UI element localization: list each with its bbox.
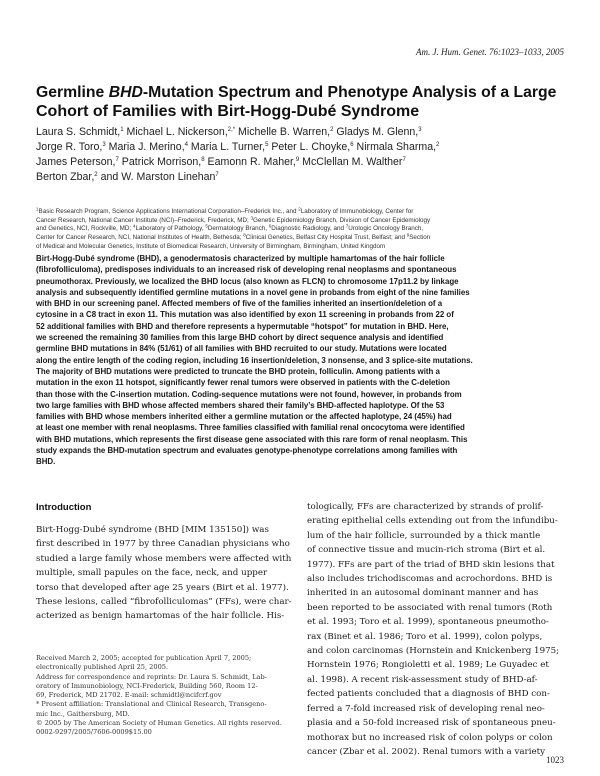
affiliation-marker: 3: [250, 215, 254, 221]
body-text-line: of connective tissue and mucin-rich stroma (Birt et al.: [307, 545, 546, 556]
abstract-line: pneumothorax. Previously, we localized the BHD locus (also known as FLCN) to chromosome 17p11.2 by linkage: [36, 276, 459, 286]
abstract-line: along the entire length of the coding region, including 16 insertion/deletion, 3 nonsense, and 3 splice-site mutations.: [36, 355, 473, 365]
intro-right-column: [307, 500, 565, 759]
author-name: Berton Zbar,: [36, 171, 95, 183]
body-text-line: These lesions, called “fibrofolliculomas” (FFs), were char-: [36, 597, 292, 608]
footnote-line: 0002-9297/2005/7606-0009$15.00: [36, 728, 152, 737]
abstract-line: analysis and subsequently identified germline mutations in a novel gene in probands from eight of the nine families: [36, 287, 470, 297]
body-text-line: first described in 1977 by three Canadian physicians who: [36, 539, 290, 550]
body-text-line: al. 1998). A recent risk-assessment study of BHD-af-: [307, 674, 538, 685]
affiliation-line: [36, 225, 564, 234]
footnotes: [36, 654, 294, 738]
abstract-line: The majority of BHD mutations were predicted to truncate the BHD protein, folliculin. Among patients with a: [36, 366, 440, 376]
affiliation-line: [36, 243, 564, 252]
intro-left-column: [36, 523, 294, 624]
body-text-line: been reported to be associated with renal tumors (Roth: [307, 602, 553, 613]
affiliation-text: Center for Cancer Research, NCI, National Institutes of Health, Bethesda;: [36, 234, 244, 242]
affiliation-text: Diagnostic Radiology, and: [271, 225, 346, 233]
author-name: Maria L. Turner,: [187, 141, 266, 153]
abstract: [36, 253, 564, 468]
affiliation-marker: 1: [36, 206, 39, 212]
title-line-1: Germline BHD-Mutation Spectrum and Phenotype Analysis of a Large: [36, 84, 557, 101]
author-name: Laura S. Schmidt,: [36, 126, 121, 138]
body-text-line: Birt-Hogg-Dubé syndrome (BHD [MIM 135150]) was: [36, 525, 269, 535]
affiliation-marker: 3: [102, 142, 106, 148]
affiliation-marker: 2: [330, 127, 334, 133]
affiliation-marker: 7: [345, 223, 349, 229]
abstract-line: cytosine in a C8 tract in exon 11. This mutation was also identified by exon 11 screening in probands from 22 of: [36, 310, 454, 320]
affiliation-marker: 8: [243, 232, 246, 238]
author-name: Michelle B. Warren,: [235, 126, 331, 138]
abstract-line: mutation in the exon 11 hotspot, significantly fewer renal tumors were observed in patients with the C-deletion: [36, 378, 450, 388]
affiliation-marker: 2: [94, 172, 98, 178]
body-text-line: ferred a 7-fold increased risk of developing renal neo-: [307, 703, 545, 714]
footnote-line: * Present affiliation: Translational and Clinical Research, Transgeno-: [36, 700, 267, 709]
body-text-line: torso that developed after age 25 years (Birt et al. 1977).: [36, 582, 289, 593]
author-list: [36, 125, 556, 185]
body-text-line: studied a large family whose members were affected with: [36, 553, 292, 564]
affiliation-marker: 9: [406, 232, 410, 238]
affiliation-marker: 2: [298, 206, 301, 212]
body-text-line: Hornstein 1976; Rongioletti et al. 1989; Le Guyadec et: [307, 660, 549, 671]
author-name: Jorge R. Toro,: [36, 141, 103, 153]
affiliation-marker: 5: [205, 223, 208, 229]
body-text-line: multiple, small papules on the face, neck, and upper: [36, 568, 268, 579]
affiliation-marker: 9: [295, 157, 300, 163]
footnote-line: electronically published April 25, 2005.: [36, 663, 169, 672]
author-name: Gladys M. Glenn,: [333, 126, 419, 138]
author-name: and W. Marston Linehan: [97, 171, 216, 183]
affiliation-marker: 6: [268, 223, 272, 229]
affiliation-marker: 6: [350, 142, 354, 148]
abstract-line: than those with the C-insertion mutation. Coding-sequence mutations were not found, however, in probands from: [36, 389, 462, 399]
affiliation-marker: 3: [418, 127, 422, 133]
affiliation-text: Laboratory of Immunobiology, Center for: [300, 208, 414, 215]
affiliation-marker: 1: [120, 127, 124, 133]
body-text-line: inherited in an autosomal dominant manner and has: [307, 588, 539, 599]
abstract-line: germline BHD mutations in 84% (51/61) of all families with BHD recruited to our study. Mutations were located: [36, 344, 447, 354]
affiliation-marker: 8: [201, 157, 205, 163]
body-text-line: mothorax but no increased risk of colon polyps or colon: [307, 732, 553, 743]
footnote-line: Address for correspondence and reprints: Dr. Laura S. Schmidt, Lab-: [36, 672, 267, 681]
affiliation-text: Cancer Research, National Cancer Institute (NCI)–Frederick, Frederick, MD;: [36, 216, 251, 224]
affiliations: [36, 208, 564, 252]
body-text-line: 1977). FFs are part of the triad of BHD skin lesions that: [307, 559, 555, 570]
affiliation-marker: 5: [265, 142, 269, 148]
title-line-2: Cohort of Families with Birt-Hogg-Dubé Syndrome: [36, 103, 420, 120]
affiliation-text: Section: [409, 234, 431, 242]
abstract-line: we screened the remaining 30 families from this large BHD cohort by direct sequence analysis and identified: [36, 333, 444, 343]
body-text-line: also includes trichodiscomas and acrochordons. BHD is: [307, 574, 553, 585]
affiliation-marker: 2: [436, 142, 440, 148]
abstract-line: with BHD in our screening panel. Affected members of five of the families inherited an insertion/deletion of a: [36, 299, 443, 309]
author-line: [36, 155, 556, 170]
affiliation-line: [36, 208, 564, 217]
author-name: Nirmala Sharma,: [353, 141, 437, 153]
page-number: 1023: [546, 755, 564, 765]
article-title: [36, 83, 556, 121]
abstract-line: 52 additional families with BHD and therefore represents a hypermutable “hotspot” for mutation in BHD. Here,: [36, 321, 449, 331]
abstract-line: with BHD mutations, which represents the first disease gene associated with this rare form of renal neoplasm. This: [36, 434, 468, 444]
footnote-line: 69, Frederick, MD 21702. E-mail: schmidtl@ncifcrf.gov: [36, 691, 222, 700]
author-name: Patrick Morrison,: [118, 156, 202, 168]
affiliation-text: of Medical and Molecular Genetics, Institute of Biomedical Research, University of Birmingham, Birmingham, United Kingdom: [36, 242, 386, 250]
affiliation-text: and Genetics, NCI, Rockville, MD;: [36, 225, 133, 233]
body-text-line: cancer (Zbar et al. 2002). Renal tumors with a variety: [307, 746, 546, 757]
affiliation-line: [36, 234, 564, 243]
body-text-line: rax (Binet et al. 1986; Toro et al. 1999), colon polyps,: [307, 631, 543, 642]
abstract-line: two large families with BHD whose affected members shared their family’s BHD-affected haplotype. Of the 53: [36, 400, 445, 410]
journal-reference: Am. J. Hum. Genet. 76:1023–1033, 2005: [416, 47, 564, 57]
abstract-line: study expands the BHD-mutation spectrum and evaluates genotype-phenotype correlations among families with: [36, 446, 458, 456]
body-text-line: and colon carcinomas (Hornstein and Knickenberg 1975;: [307, 646, 560, 657]
affiliation-marker: 7: [115, 157, 119, 163]
author-name: Eamonn R. Maher,: [204, 156, 296, 168]
abstract-line: families with BHD whose members inherited either a germline mutation or the affected haplotype, 24 (45%) had: [36, 412, 452, 422]
footnote-line: mic Inc., Gaithersburg, MD.: [36, 709, 130, 718]
abstract-line: at least one member with renal neoplasms. Three families classified with familial renal oncocytoma were identified: [36, 423, 465, 433]
footnote-line: oratory of Immunobiology, NCI-Frederick, Building 560, Room 12-: [36, 681, 258, 690]
body-text-line: et al. 1993; Toro et al. 1999), spontaneous pneumotho-: [307, 617, 549, 628]
author-name: Maria J. Merino,: [105, 141, 185, 153]
affiliation-text: Basic Research Program, Science Applications International Corporation–Frederick Inc., and: [38, 208, 299, 215]
author-name: Peter L. Choyke,: [268, 141, 351, 153]
author-name: McClellan M. Walther: [299, 156, 403, 168]
affiliation-marker: 4: [132, 223, 136, 229]
author-name: James Peterson,: [36, 156, 116, 168]
affiliation-marker: 4: [184, 142, 188, 148]
affiliation-text: Genetic Epidemiology Branch, Division of Cancer Epidemiology: [253, 216, 431, 224]
affiliation-marker: 7: [402, 157, 406, 163]
body-text-line: lum of the hair follicle, surrounded by a thick mantle: [307, 530, 541, 541]
author-name: Michael L. Nickerson,: [123, 126, 228, 138]
author-line: [36, 125, 556, 140]
abstract-line: Birt-Hogg-Dubé syndrome (BHD), a genodermatosis characterized by multiple hamartomas of the hair follicle: [36, 254, 445, 263]
author-line: [36, 170, 556, 185]
author-line: [36, 140, 556, 155]
affiliation-marker: 7: [215, 172, 219, 178]
affiliation-text: Dermatology Branch,: [207, 225, 269, 233]
footnote-line: Received March 2, 2005; accepted for publication April 7, 2005;: [36, 654, 252, 662]
affiliation-text: Laboratory of Pathology,: [135, 225, 206, 233]
body-text-line: acterized as benign hamartomas of the hair follicle. His-: [36, 611, 285, 622]
body-text-line: erating epithelial cells extending out from the infundibu-: [307, 516, 558, 527]
body-text-line: plasia and a 50-fold increased risk of spontaneous pneu-: [307, 718, 556, 729]
section-heading-introduction: Introduction: [36, 502, 92, 513]
body-text-line: tologically, FFs are characterized by strands of prolif-: [307, 502, 544, 512]
affiliation-text: Clinical Genetics, Belfast City Hospital Trust, Belfast; and: [245, 234, 407, 242]
affiliation-marker: 2,*: [227, 127, 236, 133]
abstract-line: BHD.: [36, 457, 56, 467]
affiliation-text: Urologic Oncology Branch,: [348, 225, 424, 233]
body-text-line: fected patients concluded that a diagnosis of BHD con-: [307, 689, 550, 700]
footnote-line: © 2005 by The American Society of Human Genetics. All rights reserved.: [36, 719, 282, 728]
abstract-line: (fibrofolliculoma), predisposes individuals to an increased risk of developing renal neoplasms and spontaneous: [36, 265, 457, 275]
